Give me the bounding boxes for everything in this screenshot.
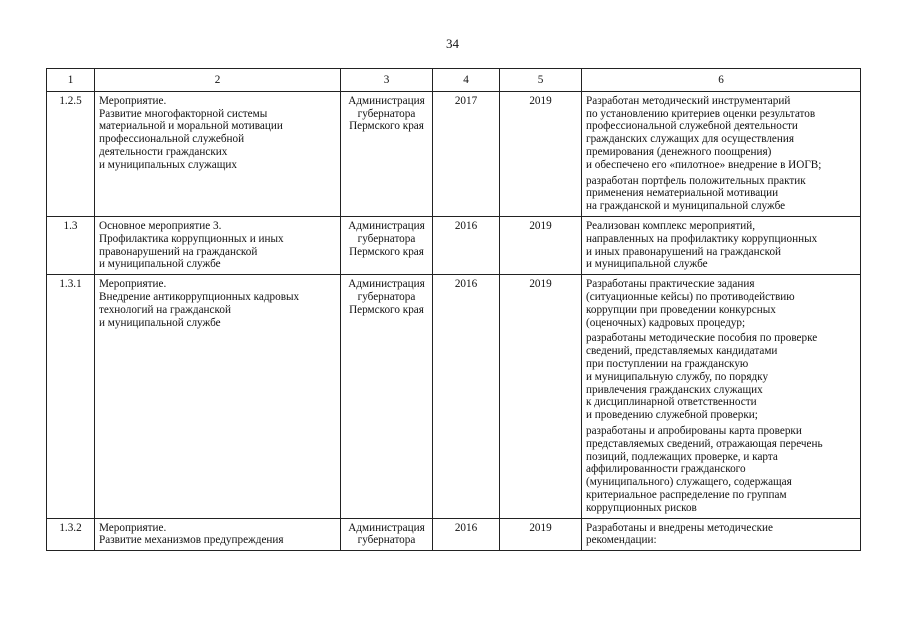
result-paragraph xyxy=(586,278,856,329)
program-activities-table xyxy=(46,68,861,551)
expected-result xyxy=(582,518,861,551)
result-line: Разработаны и внедрены методические xyxy=(586,521,773,534)
result-line: Реализован комплекс мероприятий, xyxy=(586,219,756,232)
activity-title-line: Развитие механизмов предупреждения xyxy=(99,534,284,547)
activity-title-line: профессиональной служебной xyxy=(99,133,245,146)
activity-title xyxy=(95,216,341,274)
item-number: 1.3 xyxy=(47,216,95,274)
result-line: на гражданской и муниципальной службе xyxy=(586,200,786,213)
start-year: 2017 xyxy=(433,91,500,216)
page-number: 34 xyxy=(446,36,459,51)
activity-title xyxy=(95,91,341,216)
result-paragraph xyxy=(586,175,856,213)
end-year: 2019 xyxy=(500,275,582,518)
result-paragraph xyxy=(586,425,856,515)
result-line: аффилированности гражданского xyxy=(586,463,746,476)
result-line: и проведению служебной проверки; xyxy=(586,409,758,422)
result-line: премирования (денежного поощрения) xyxy=(586,145,772,158)
activity-title-line: и муниципальных служащих xyxy=(99,158,237,171)
column-header: 6 xyxy=(582,69,861,92)
organization-line: Пермского края xyxy=(349,120,424,133)
result-line: рекомендации: xyxy=(586,534,657,547)
activity-title-line: и муниципальной службе xyxy=(99,316,221,329)
activity-title-line: материальной и моральной мотивации xyxy=(99,120,283,133)
activity-title-line: Мероприятие. xyxy=(99,521,167,534)
activity-title-line: технологий на гражданской xyxy=(99,303,231,316)
result-line: коррупционных рисков xyxy=(586,501,697,514)
expected-result xyxy=(582,275,861,518)
result-line: представляемых сведений, отражающая перечень xyxy=(586,437,823,450)
item-number: 1.2.5 xyxy=(47,91,95,216)
result-line: при поступлении на гражданскую xyxy=(586,357,749,370)
item-number: 1.3.1 xyxy=(47,275,95,518)
column-header: 1 xyxy=(47,69,95,92)
activity-title-line: правонарушений на гражданской xyxy=(99,245,258,258)
activity-title-line: деятельности гражданских xyxy=(99,145,228,158)
responsible-organization xyxy=(341,518,433,551)
expected-result xyxy=(582,91,861,216)
organization-line: губернатора xyxy=(357,290,416,303)
result-line: по установлению критериев оценки результатов xyxy=(586,107,816,120)
table-row xyxy=(47,518,861,551)
result-line: (оценочных) кадровых процедур; xyxy=(586,316,746,329)
activity-title-line: Мероприятие. xyxy=(99,94,167,107)
end-year: 2019 xyxy=(500,216,582,274)
result-line: Разработан методический инструментарий xyxy=(586,94,791,107)
result-line: позиций, подлежащих проверке, и карта xyxy=(586,450,778,463)
result-line: коррупции при проведении конкурсных xyxy=(586,303,776,316)
activity-title-line: Основное мероприятие 3. xyxy=(99,219,222,232)
result-paragraph xyxy=(586,332,856,422)
activity-title-line: Внедрение антикоррупционных кадровых xyxy=(99,290,300,303)
column-header: 5 xyxy=(500,69,582,92)
result-paragraph xyxy=(586,95,856,172)
end-year: 2019 xyxy=(500,91,582,216)
activity-title-line: Развитие многофакторной системы xyxy=(99,107,268,120)
result-line: (ситуационные кейсы) по противодействию xyxy=(586,290,795,303)
activity-title-line: Профилактика коррупционных и иных xyxy=(99,232,284,245)
result-line: гражданских служащих для осуществления xyxy=(586,133,795,146)
organization-line: губернатора xyxy=(357,534,416,547)
result-line: и обеспечено его «пилотное» внедрение в ИОГВ; xyxy=(586,158,822,171)
column-number-header-row xyxy=(47,69,861,92)
responsible-organization xyxy=(341,275,433,518)
organization-line: Администрация xyxy=(348,521,425,534)
organization-line: Пермского края xyxy=(349,303,424,316)
result-line: и иных правонарушений на гражданской xyxy=(586,245,782,258)
activity-title-line: и муниципальной службе xyxy=(99,258,221,271)
organization-line: Пермского края xyxy=(349,245,424,258)
table-row xyxy=(47,216,861,274)
organization-line: губернатора xyxy=(357,232,416,245)
result-line: разработаны и апробированы карта проверки xyxy=(586,424,802,437)
organization-line: губернатора xyxy=(357,107,416,120)
start-year: 2016 xyxy=(433,216,500,274)
end-year: 2019 xyxy=(500,518,582,551)
activity-title-line: Мероприятие. xyxy=(99,278,167,291)
activity-title xyxy=(95,518,341,551)
result-line: и муниципальную службу, по порядку xyxy=(586,370,769,383)
result-paragraph xyxy=(586,522,856,548)
responsible-organization xyxy=(341,91,433,216)
organization-line: Администрация xyxy=(348,278,425,291)
column-header: 4 xyxy=(433,69,500,92)
responsible-organization xyxy=(341,216,433,274)
organization-line: Администрация xyxy=(348,94,425,107)
column-header: 3 xyxy=(341,69,433,92)
result-line: сведений, представляемых кандидатами xyxy=(586,345,778,358)
column-header: 2 xyxy=(95,69,341,92)
table-row xyxy=(47,275,861,518)
item-number: 1.3.2 xyxy=(47,518,95,551)
activity-title xyxy=(95,275,341,518)
result-line: разработан портфель положительных практик xyxy=(586,174,806,187)
result-line: разработаны методические пособия по проверке xyxy=(586,332,818,345)
result-line: и муниципальной службе xyxy=(586,258,708,271)
result-paragraph xyxy=(586,220,856,271)
result-line: критериальное распределение по группам xyxy=(586,488,787,501)
result-line: к дисциплинарной ответственности xyxy=(586,396,757,409)
result-line: (муниципального) служащего, содержащая xyxy=(586,476,792,489)
result-line: применения нематериальной мотивации xyxy=(586,187,779,200)
result-line: направленных на профилактику коррупционных xyxy=(586,232,818,245)
result-line: профессиональной служебной деятельности xyxy=(586,120,798,133)
result-line: Разработаны практические задания xyxy=(586,278,755,291)
start-year: 2016 xyxy=(433,518,500,551)
expected-result xyxy=(582,216,861,274)
start-year: 2016 xyxy=(433,275,500,518)
result-line: привлечения гражданских служащих xyxy=(586,383,763,396)
table-row xyxy=(47,91,861,216)
organization-line: Администрация xyxy=(348,219,425,232)
